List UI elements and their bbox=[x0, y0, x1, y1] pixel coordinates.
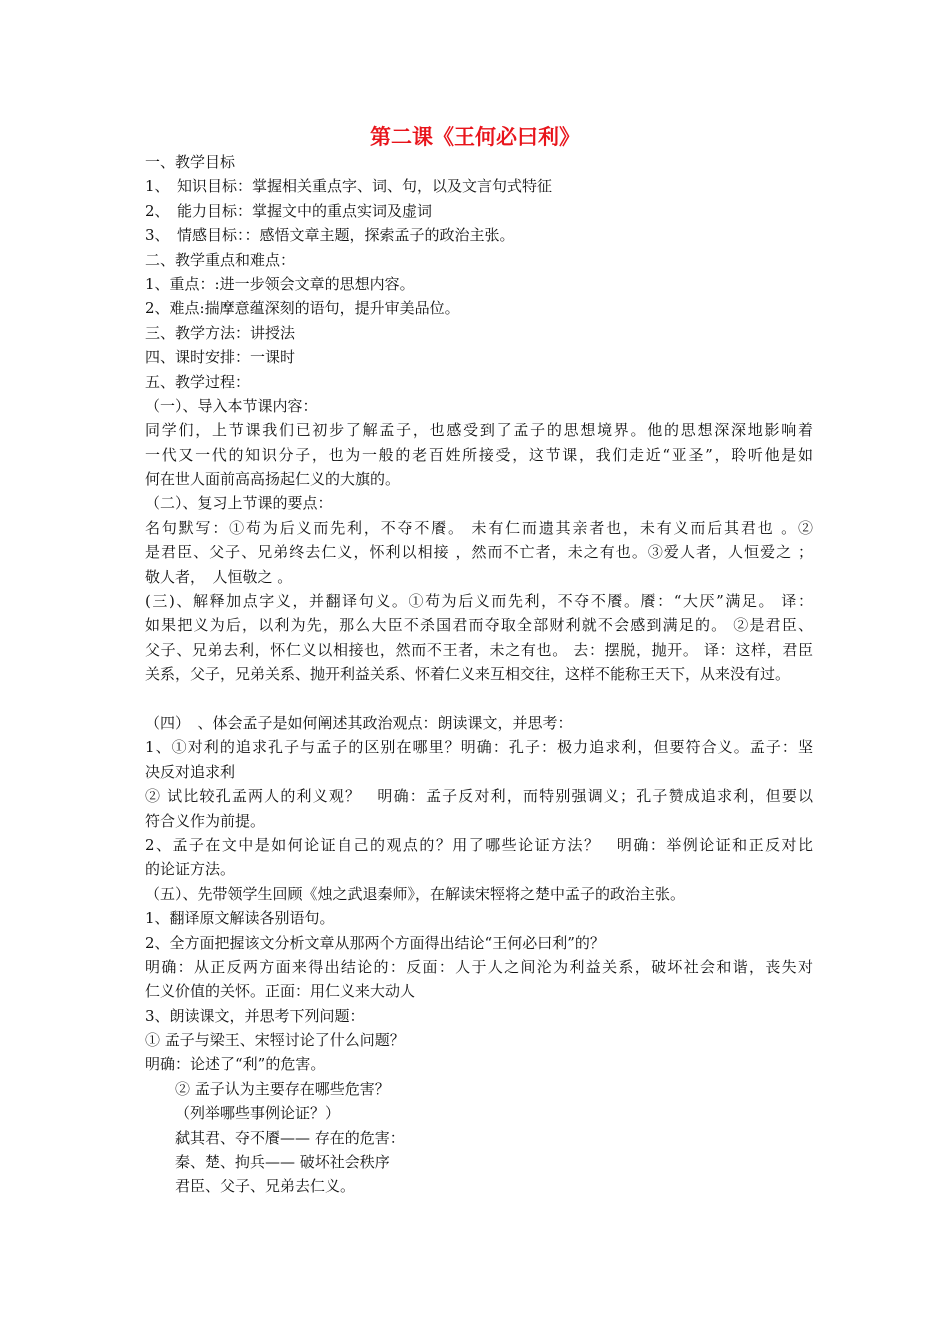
text-line: 符合义作为前提。 bbox=[145, 811, 266, 830]
text-line: 2、孟子在文中是如何论证自己的观点的？用了哪些论证方法？ 明确：举例论证和正反对比 bbox=[145, 835, 813, 854]
text-line: 同学们，上节课我们已初步了解孟子，也感受到了孟子的思想境界。他的思想深深地影响着 bbox=[145, 421, 813, 440]
text-line: 的论证方法。 bbox=[145, 860, 236, 879]
text-line: 1、 知识目标：掌握相关重点字、词、句，以及文言句式特征 bbox=[145, 177, 553, 196]
text-line: 一、教学目标 bbox=[145, 153, 236, 171]
text-line: 君臣、父子、兄弟去仁义。 bbox=[175, 1177, 356, 1196]
text-line: 3、 情感目标：：感悟文章主题，探索孟子的政治主张。 bbox=[145, 226, 515, 245]
text-line: 名句默写：①苟为后义而先利，不夺不餍。 未有仁而遗其亲者也，未有义而后其君也 。② bbox=[145, 518, 813, 537]
text-line: 决反对追求利 bbox=[145, 762, 236, 781]
text-line: 一代又一代的知识分子，也为一般的老百姓所接受，这节课，我们走近“亚圣”，聆听他是如 bbox=[145, 445, 813, 464]
text-line: （二）、复习上节课的要点： bbox=[145, 494, 333, 513]
text-line: 二、教学重点和难点： bbox=[145, 250, 296, 269]
text-line: 1、①对利的追求孔子与孟子的区别在哪里？明确：孔子：极力追求利，但要符合义。孟子：坚 bbox=[145, 738, 813, 757]
text-line: 敬人者， 人恒敬之 。 bbox=[145, 567, 293, 586]
text-line: 1、重点：:进一步领会文章的思想内容。 bbox=[145, 274, 415, 293]
page-title: 第二课《王何必曰利》 bbox=[370, 125, 580, 149]
text-line: 如果把义为后，以利为先，那么大臣不杀国君而夺取全部财利就不会感到满足的。 ②是君臣、 bbox=[145, 616, 813, 635]
text-line: （五）、先带领学生回顾《烛之武退秦师》，在解读宋牼将之楚中孟子的政治主张。 bbox=[145, 884, 686, 903]
text-line: 关系，父子，兄弟关系、抛开利益关系、怀着仁义来互相交往，这样不能称王天下，从来没有过。 bbox=[145, 665, 791, 684]
text-line: 2、 能力目标：掌握文中的重点实词及虚词 bbox=[145, 201, 433, 220]
document-body bbox=[145, 150, 813, 1199]
text-line: 2、难点:揣摩意蕴深刻的语句，提升审美品位。 bbox=[145, 299, 460, 318]
text-line: 3、朗读课文，并思考下列问题： bbox=[145, 1006, 365, 1025]
text-line: 1、翻译原文解读各别语句。 bbox=[145, 909, 335, 928]
text-line: 五、教学过程： bbox=[145, 372, 251, 391]
text-line: ② 孟子认为主要存在哪些危害？ bbox=[175, 1079, 390, 1098]
text-line: 明确：从正反两方面来得出结论的：反面：人于人之间沦为利益关系，破坏社会和谐，丧失对 bbox=[145, 957, 813, 976]
text-line: （一）、导入本节课内容： bbox=[145, 396, 318, 415]
text-line: 何在世人面前高高扬起仁义的大旗的。 bbox=[145, 470, 401, 489]
text-line: 明确：论述了“利”的危害。 bbox=[145, 1055, 326, 1074]
text-line: 2、全方面把握该文分析文章从那两个方面得出结论“王何必曰利”的？ bbox=[145, 933, 605, 952]
text-line: 是君臣、父子、兄弟终去仁义，怀利以相接 ，然而不亡者，未之有也。③爱人者，人恒爱之 ； bbox=[145, 543, 813, 562]
text-line: 四、课时安排：一课时 bbox=[145, 348, 296, 367]
text-line: 父子、兄弟去利，怀仁义以相接也，然而不王者，未之有也。 去：摆脱，抛开。 译：这样，君臣 bbox=[145, 640, 813, 659]
text-line: ① 孟子与梁王、宋牼讨论了什么问题？ bbox=[145, 1031, 405, 1050]
text-line: （列举哪些事例论证？） bbox=[175, 1104, 341, 1123]
text-line: 仁义价值的关怀。正面：用仁义来大动人 bbox=[145, 982, 416, 1001]
text-line: 秦、楚、拘兵—— 破坏社会秩序 bbox=[175, 1153, 390, 1172]
text-line: 三、教学方法：讲授法 bbox=[145, 323, 296, 342]
text-line: (三)、解释加点字义，并翻译句义。①苟为后义而先利，不夺不餍。餍：“大厌”满足。 译： bbox=[145, 592, 813, 611]
text-line: ② 试比较孔孟两人的利义观？ 明确：孟子反对利，而特别强调义；孔子赞成追求利，但要以 bbox=[145, 787, 813, 806]
text-line: 弑其君、夺不餍—— 存在的危害： bbox=[175, 1128, 405, 1147]
blank-line bbox=[145, 687, 813, 711]
text-line: （四） 、体会孟子是如何阐述其政治观点：朗读课文，并思考： bbox=[145, 713, 573, 732]
